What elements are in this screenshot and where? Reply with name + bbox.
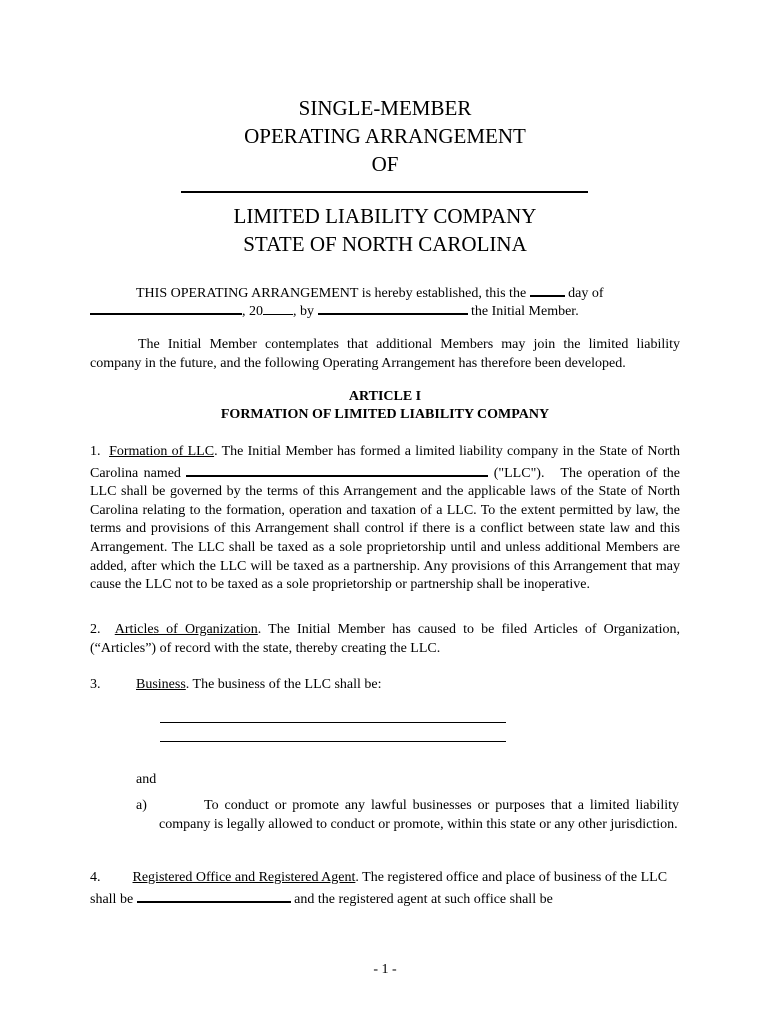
section-2-title: Articles of Organization	[114, 622, 258, 637]
intro-line-2	[90, 300, 579, 322]
intro-text-4: , by	[293, 304, 314, 319]
section-4-text-a: . The registered office and place of business of the LLC shall be	[90, 870, 668, 907]
title-block	[0, 94, 770, 178]
member-name-blank[interactable]	[318, 300, 468, 315]
intro-text-5: the Initial Member.	[471, 304, 579, 319]
intro-text-1: THIS OPERATING ARRANGEMENT is hereby established, this the	[136, 286, 527, 301]
intro-text-3: , 20	[242, 304, 263, 319]
business-blank-2[interactable]	[160, 741, 506, 742]
section-3-text: . The business of the LLC shall be:	[185, 677, 382, 692]
section-4-paragraph	[90, 869, 680, 909]
section-4-title: Registered Office and Registered Agent	[132, 870, 356, 885]
article-subheading: FORMATION OF LIMITED LIABILITY COMPANY	[220, 407, 550, 422]
subtitle-block	[0, 202, 770, 258]
section-3-and: and	[136, 772, 157, 787]
section-1-title: Formation of LLC	[109, 444, 215, 459]
title-line-3: OF	[371, 152, 399, 176]
section-1-text-c: The operation of the LLC shall be governed by the terms of this Arrangement and the applicable laws of the State of North Carolina relating to the formation, operation and taxation of a LLC. To the extent permitted by law, the terms and provisions of this Arrangement shall control if there is a conflict between state law and this Arrangement. The LLC shall be taxed as a sole proprietorship until and unless additional Members are added, after which the LLC will be taxed as a partnership. Any provisions of this Arrangement that may cause the LLC not to be taxed as a sole proprietorship or partnership shall be inoperative.	[90, 465, 681, 593]
section-1-number: 1.	[90, 444, 101, 459]
llc-name-blank[interactable]	[186, 462, 488, 477]
intro-text-2: day of	[568, 286, 604, 301]
month-blank[interactable]	[90, 300, 242, 315]
section-3-title: Business	[136, 677, 186, 692]
article-heading: ARTICLE I	[348, 389, 422, 404]
item-a-label: a)	[136, 798, 147, 813]
section-1-text-a: . The Initial Member has formed a limited liability company in the State of North Carolina named	[90, 444, 680, 481]
page-number: - 1 -	[373, 962, 397, 977]
company-name-blank[interactable]	[181, 191, 588, 193]
title-line-4: LIMITED LIABILITY COMPANY	[233, 204, 537, 228]
section-2-number: 2.	[90, 622, 101, 637]
section-3-heading	[136, 676, 382, 695]
section-2-paragraph	[90, 621, 680, 658]
section-3-number: 3.	[90, 677, 101, 692]
preamble-paragraph: The Initial Member contemplates that additional Members may join the limited liability company in the future, and the following Operating Arrangement has therefore been developed.	[90, 337, 680, 371]
year-blank[interactable]	[263, 301, 293, 315]
item-a-text: To conduct or promote any lawful businesses or purposes that a limited liability company is legally allowed to conduct or promote, within this state or any other jurisdiction.	[159, 798, 679, 832]
section-4-text-b: and the registered agent at such office shall be	[294, 891, 553, 907]
title-line-2: OPERATING ARRANGEMENT	[244, 124, 526, 148]
title-line-5: STATE OF NORTH CAROLINA	[243, 232, 527, 256]
registered-office-blank[interactable]	[137, 888, 291, 903]
section-2-text: . The Initial Member has caused to be filed Articles of Organization, (“Articles”) of record with the state, thereby creating the LLC.	[90, 622, 680, 656]
business-blank-1[interactable]	[160, 722, 506, 723]
title-line-1: SINGLE-MEMBER	[298, 96, 472, 120]
section-1-text-b: ("LLC").	[493, 465, 545, 481]
day-blank[interactable]	[530, 282, 565, 297]
section-4-number: 4.	[90, 870, 101, 885]
section-1-paragraph	[90, 443, 680, 595]
